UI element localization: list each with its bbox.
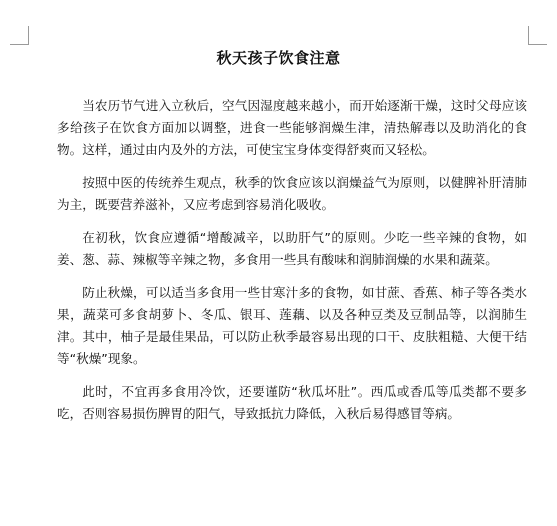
document-title: 秋天孩子饮食注意	[216, 49, 341, 67]
document-body	[57, 95, 527, 436]
paragraph-4: 防止秋燥，可以适当多食用一些甘寒汁多的食物，如甘蔗、香蕉、柿子等各类水果，蔬菜可多食胡萝卜、冬瓜、银耳、莲藕、以及各种豆类及豆制品等，以润肺生津。其中，柚子是最佳果品，可以防止秋季最容易出现的口干、皮肤粗糙、大便干结等“秋燥”现象。	[57, 285, 527, 366]
paragraph-1: 当农历节气进入立秋后，空气因湿度越来越小，而开始逐渐干燥，这时父母应该多给孩子在饮食方面加以调整，进食一些能够润燥生津，清热解毒以及助消化的食物。这样，通过由内及外的方法，可使宝宝身体变得舒爽而又轻松。	[57, 98, 527, 157]
margin-corner-mark-top-right	[528, 26, 547, 45]
margin-corner-mark-top-left	[10, 26, 29, 45]
paragraph-2: 按照中医的传统养生观点，秋季的饮食应该以润燥益气为原则，以健脾补肝清肺为主，既要营养滋补，又应考虑到容易消化吸收。	[57, 175, 527, 212]
paragraph-5: 此时，不宜再多食用冷饮，还要谨防“秋瓜坏肚”。西瓜或香瓜等瓜类都不要多吃，否则容易损伤脾胃的阳气，导致抵抗力降低，入秋后易得感冒等病。	[57, 384, 527, 421]
paragraph-3: 在初秋，饮食应遵循“增酸减辛，以助肝气”的原则。少吃一些辛辣的食物，如姜、葱、蒜、辣椒等辛辣之物，多食用一些具有酸味和润肺润燥的水果和蔬菜。	[57, 230, 527, 267]
